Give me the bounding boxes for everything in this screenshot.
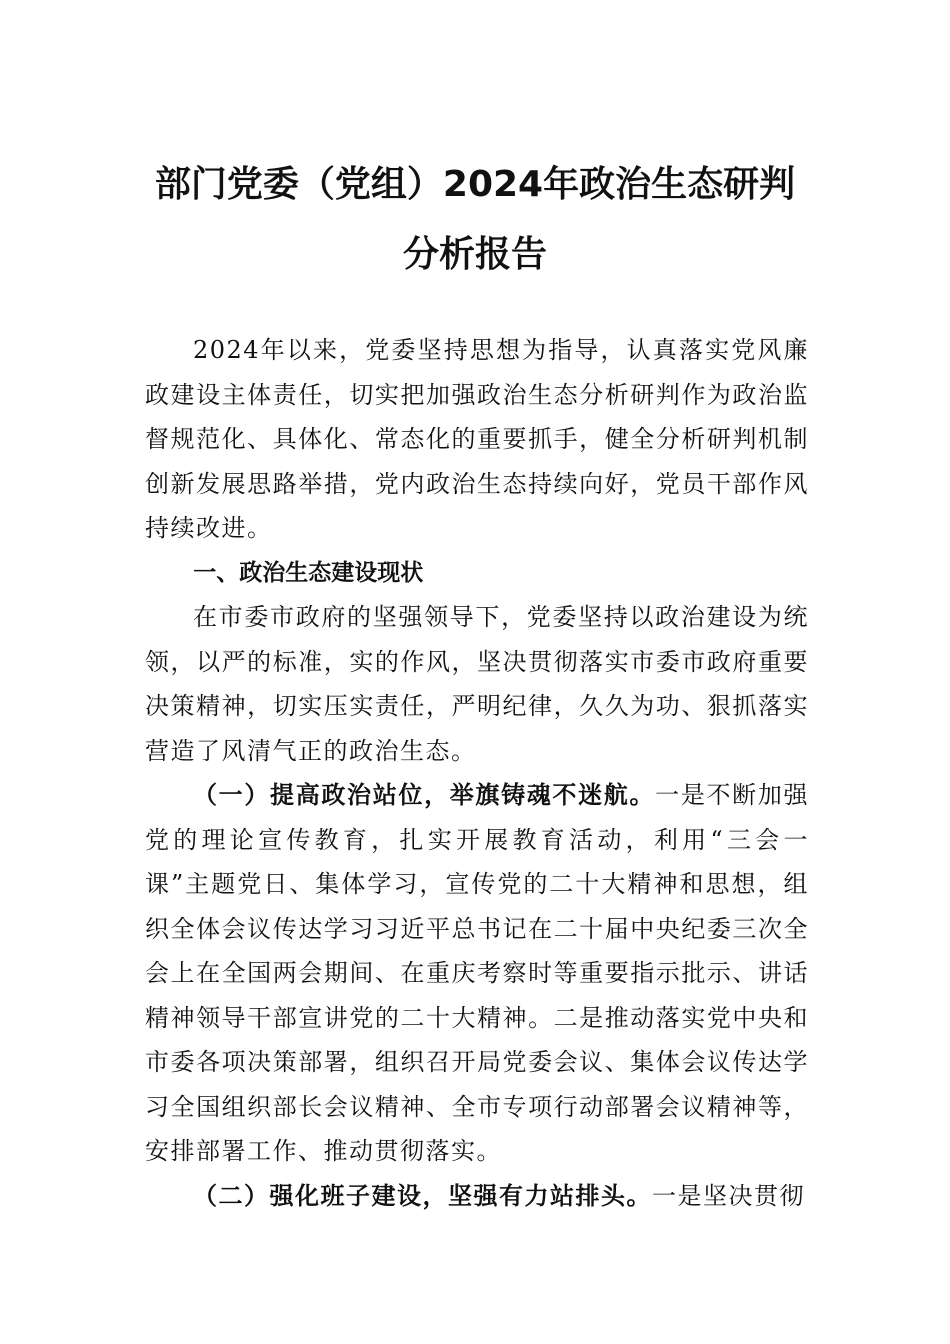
subsection-2-heading: （二）强化班子建设，坚强有力站排头。 xyxy=(193,1180,652,1210)
subsection-1-paragraph xyxy=(145,773,809,1174)
subsection-2-text: 一是坚决贯彻 xyxy=(652,1181,805,1210)
document-body xyxy=(145,328,809,1218)
subsection-2-paragraph xyxy=(145,1174,809,1219)
document-title: 部门党委（党组）2024年政治生态研判分析报告 xyxy=(154,164,796,275)
subsection-1-heading: （一）提高政治站位，举旗铸魂不迷航。 xyxy=(193,780,656,809)
subsection-1-text: 一是不断加强党的理论宣传教育，扎实开展教育活动，利用“三会一课”主题党日、集体学习，宣传党的二十大精神和思想，组织全体会议传达学习习近平总书记在二十届中央纪委三次全会上在全国两会期间、在重庆考察时等重要指示批示、讲话精神领导干部宣讲党的二十大精神。二是推动落实党中央和市委各项决策部署，组织召开局党委会议、集体会议传达学习全国组织部长会议精神、全市专项行动部署会议精神等，安排部署工作、推动贯彻落实。 xyxy=(145,781,810,1165)
section-intro-paragraph: 在市委市政府的坚强领导下，党委坚持以政治建设为统领，以严的标准，实的作风，坚决贯彻落实市委市政府重要决策精神，切实压实责任，严明纪律，久久为功、狠抓落实营造了风清气正的政治生态。 xyxy=(145,603,809,765)
section-heading: 一、政治生态建设现状 xyxy=(193,559,424,586)
intro-paragraph: 2024年以来，党委坚持思想为指导，认真落实党风廉政建设主体责任，切实把加强政治生态分析研判作为政治监督规范化、具体化、常态化的重要抓手，健全分析研判机制创新发展思路举措，党内政治生态持续向好，党员干部作风持续改进。 xyxy=(145,336,809,542)
